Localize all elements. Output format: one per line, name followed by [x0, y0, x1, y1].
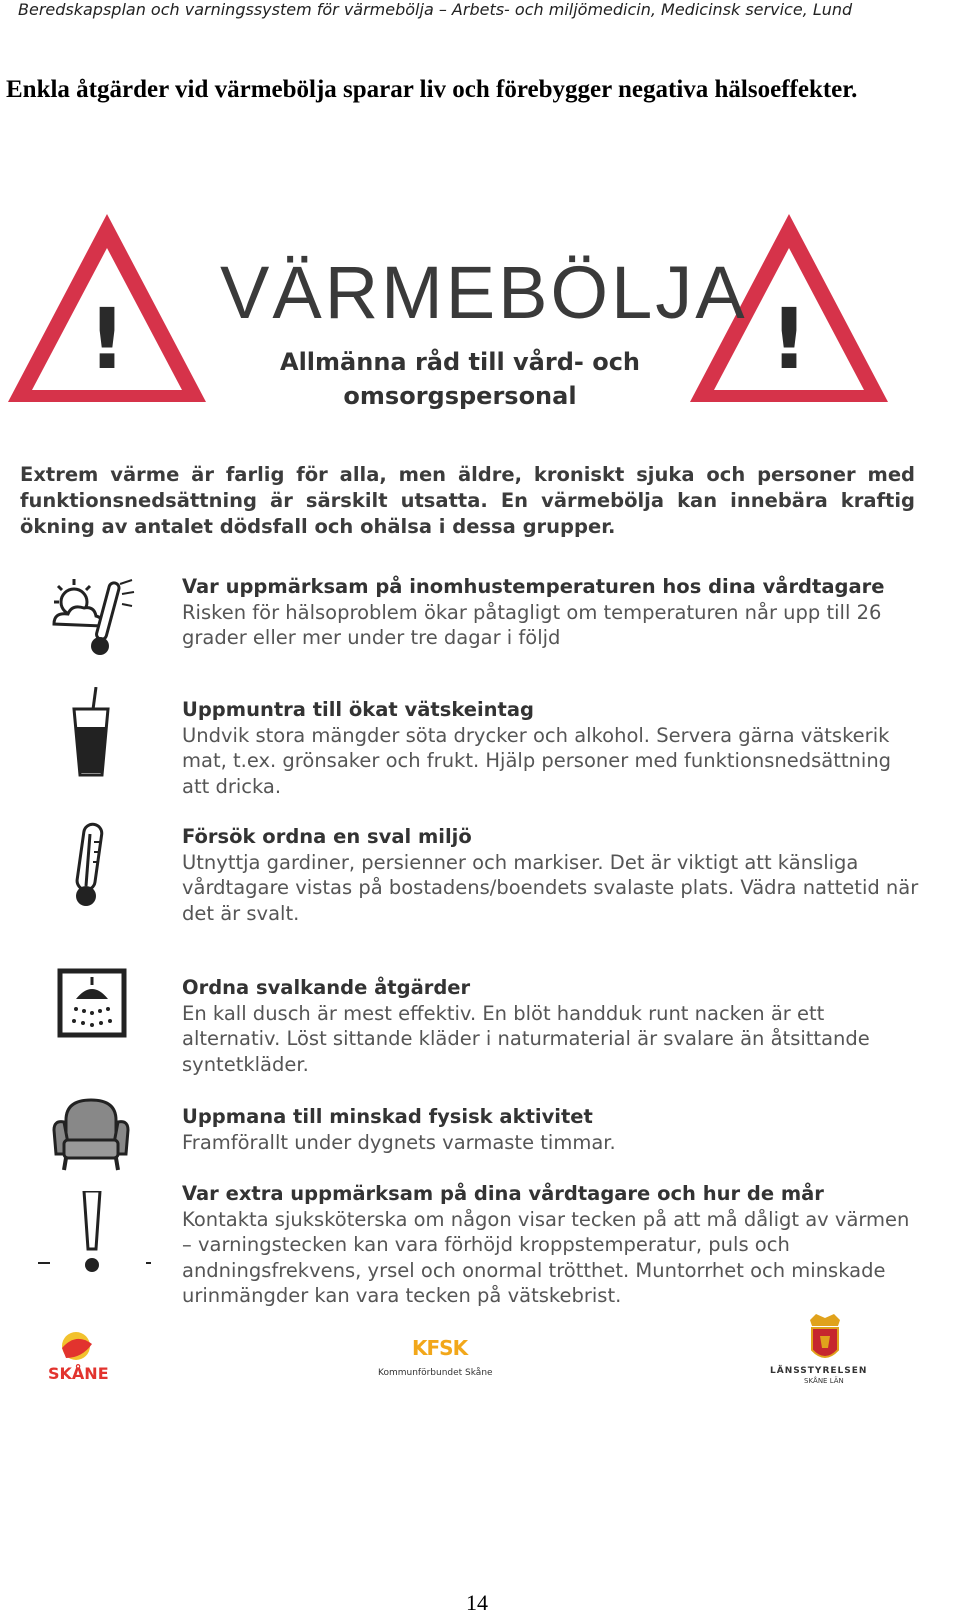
- advice-title: Försök ordna en sval miljö: [182, 825, 472, 848]
- advice-title: Var extra uppmärksam på dina vårdtagare och hur de mår: [182, 1182, 824, 1205]
- drink-glass-icon: [46, 687, 136, 777]
- advice-body: Utnyttja gardiner, persienner och markiser. Det är viktigt att känsliga vårdtagare vistas på bostadens/boendets svalaste plats. Vädra nattetid när det är svalt.: [182, 850, 919, 925]
- advice-body: Undvik stora mängder söta drycker och alkohol. Servera gärna vätskerik mat, t.ex. grönsaker och frukt. Hjälp personer med funktionsnedsättning att dricka.: [182, 723, 892, 798]
- kfsk-name: Kommunförbundet Skåne: [378, 1368, 493, 1378]
- skane-griffin-icon: [46, 1328, 110, 1366]
- advice-title: Var uppmärksam på inomhustemperaturen hos dina vårdtagare: [182, 575, 885, 598]
- poster-subtitle: [240, 345, 680, 413]
- kfsk-mark: KFSK: [412, 1336, 468, 1360]
- crown-shield-icon: [770, 1310, 880, 1366]
- armchair-icon: [46, 1090, 136, 1180]
- advice-body: Risken för hälsoproblem ökar påtagligt om temperaturen når upp till 26 grader eller mer under tre dagar i följd: [182, 600, 882, 649]
- advice-title: Ordna svalkande åtgärder: [182, 976, 471, 999]
- advice-title: Uppmuntra till ökat vätskeintag: [182, 698, 534, 721]
- stray-dash-left: [38, 1262, 50, 1264]
- advice-body: Kontakta sjuksköterska om någon visar tecken på att må dåligt av värmen – varningstecken kan vara förhöjd kroppstemperatur, puls och andningsfrekvens, yrsel och onormal trötthet. Muntorrhet och minskade urinmängder kan vara tecken på vätskebrist.: [182, 1207, 910, 1307]
- warning-symbol-right: !: [769, 290, 809, 388]
- poster-intro: Extrem värme är farlig för alla, men äldre, kroniskt sjuka och personer med funktionsnedsättning är särskilt utsatta. En värmebölja kan innebära kraftig ökning av antalet dödsfall och ohälsa i dessa grupper.: [20, 463, 915, 538]
- poster-subtitle-line1: Allmänna råd till vård- och: [280, 348, 640, 376]
- poster-subtitle-line2: omsorgspersonal: [343, 382, 577, 410]
- lansstyrelsen-name: LÄNSSTYRELSEN: [770, 1366, 868, 1376]
- exclamation-icon: [46, 1191, 136, 1281]
- thermometer-icon: [46, 820, 136, 910]
- advice-body: En kall dusch är mest effektiv. En blöt handduk runt nacken är ett alternativ. Löst sittande kläder i naturmaterial är svalare än åtsittande syntetkläder.: [182, 1001, 870, 1076]
- skane-logo-text: SKÅNE: [48, 1364, 109, 1383]
- page-heading: Enkla åtgärder vid värmebölja sparar liv och förebygger negativa hälsoeffekter.: [6, 76, 858, 103]
- stray-dash-right: [146, 1262, 151, 1264]
- lansstyrelsen-logo: [770, 1310, 880, 1390]
- page-number: 14: [466, 1590, 488, 1615]
- sun-cloud-thermometer-icon: [46, 574, 136, 664]
- region-skane-logo: [46, 1328, 110, 1386]
- advice-body: Framförallt under dygnets varmaste timmar.: [182, 1130, 616, 1154]
- lansstyrelsen-sub: SKÅNE LÄN: [804, 1377, 844, 1385]
- poster-title: VÄRMEBÖLJA: [220, 251, 748, 334]
- kommunforbundet-skane-logo: [378, 1336, 493, 1386]
- warning-symbol-left: !: [87, 290, 127, 388]
- warning-triangle-left-icon: [2, 208, 212, 408]
- shower-icon: [46, 967, 136, 1057]
- running-header: Beredskapsplan och varningssystem för värmebölja – Arbets- och miljömedicin, Medicinsk service, Lund: [18, 0, 853, 19]
- advice-title: Uppmana till minskad fysisk aktivitet: [182, 1105, 593, 1128]
